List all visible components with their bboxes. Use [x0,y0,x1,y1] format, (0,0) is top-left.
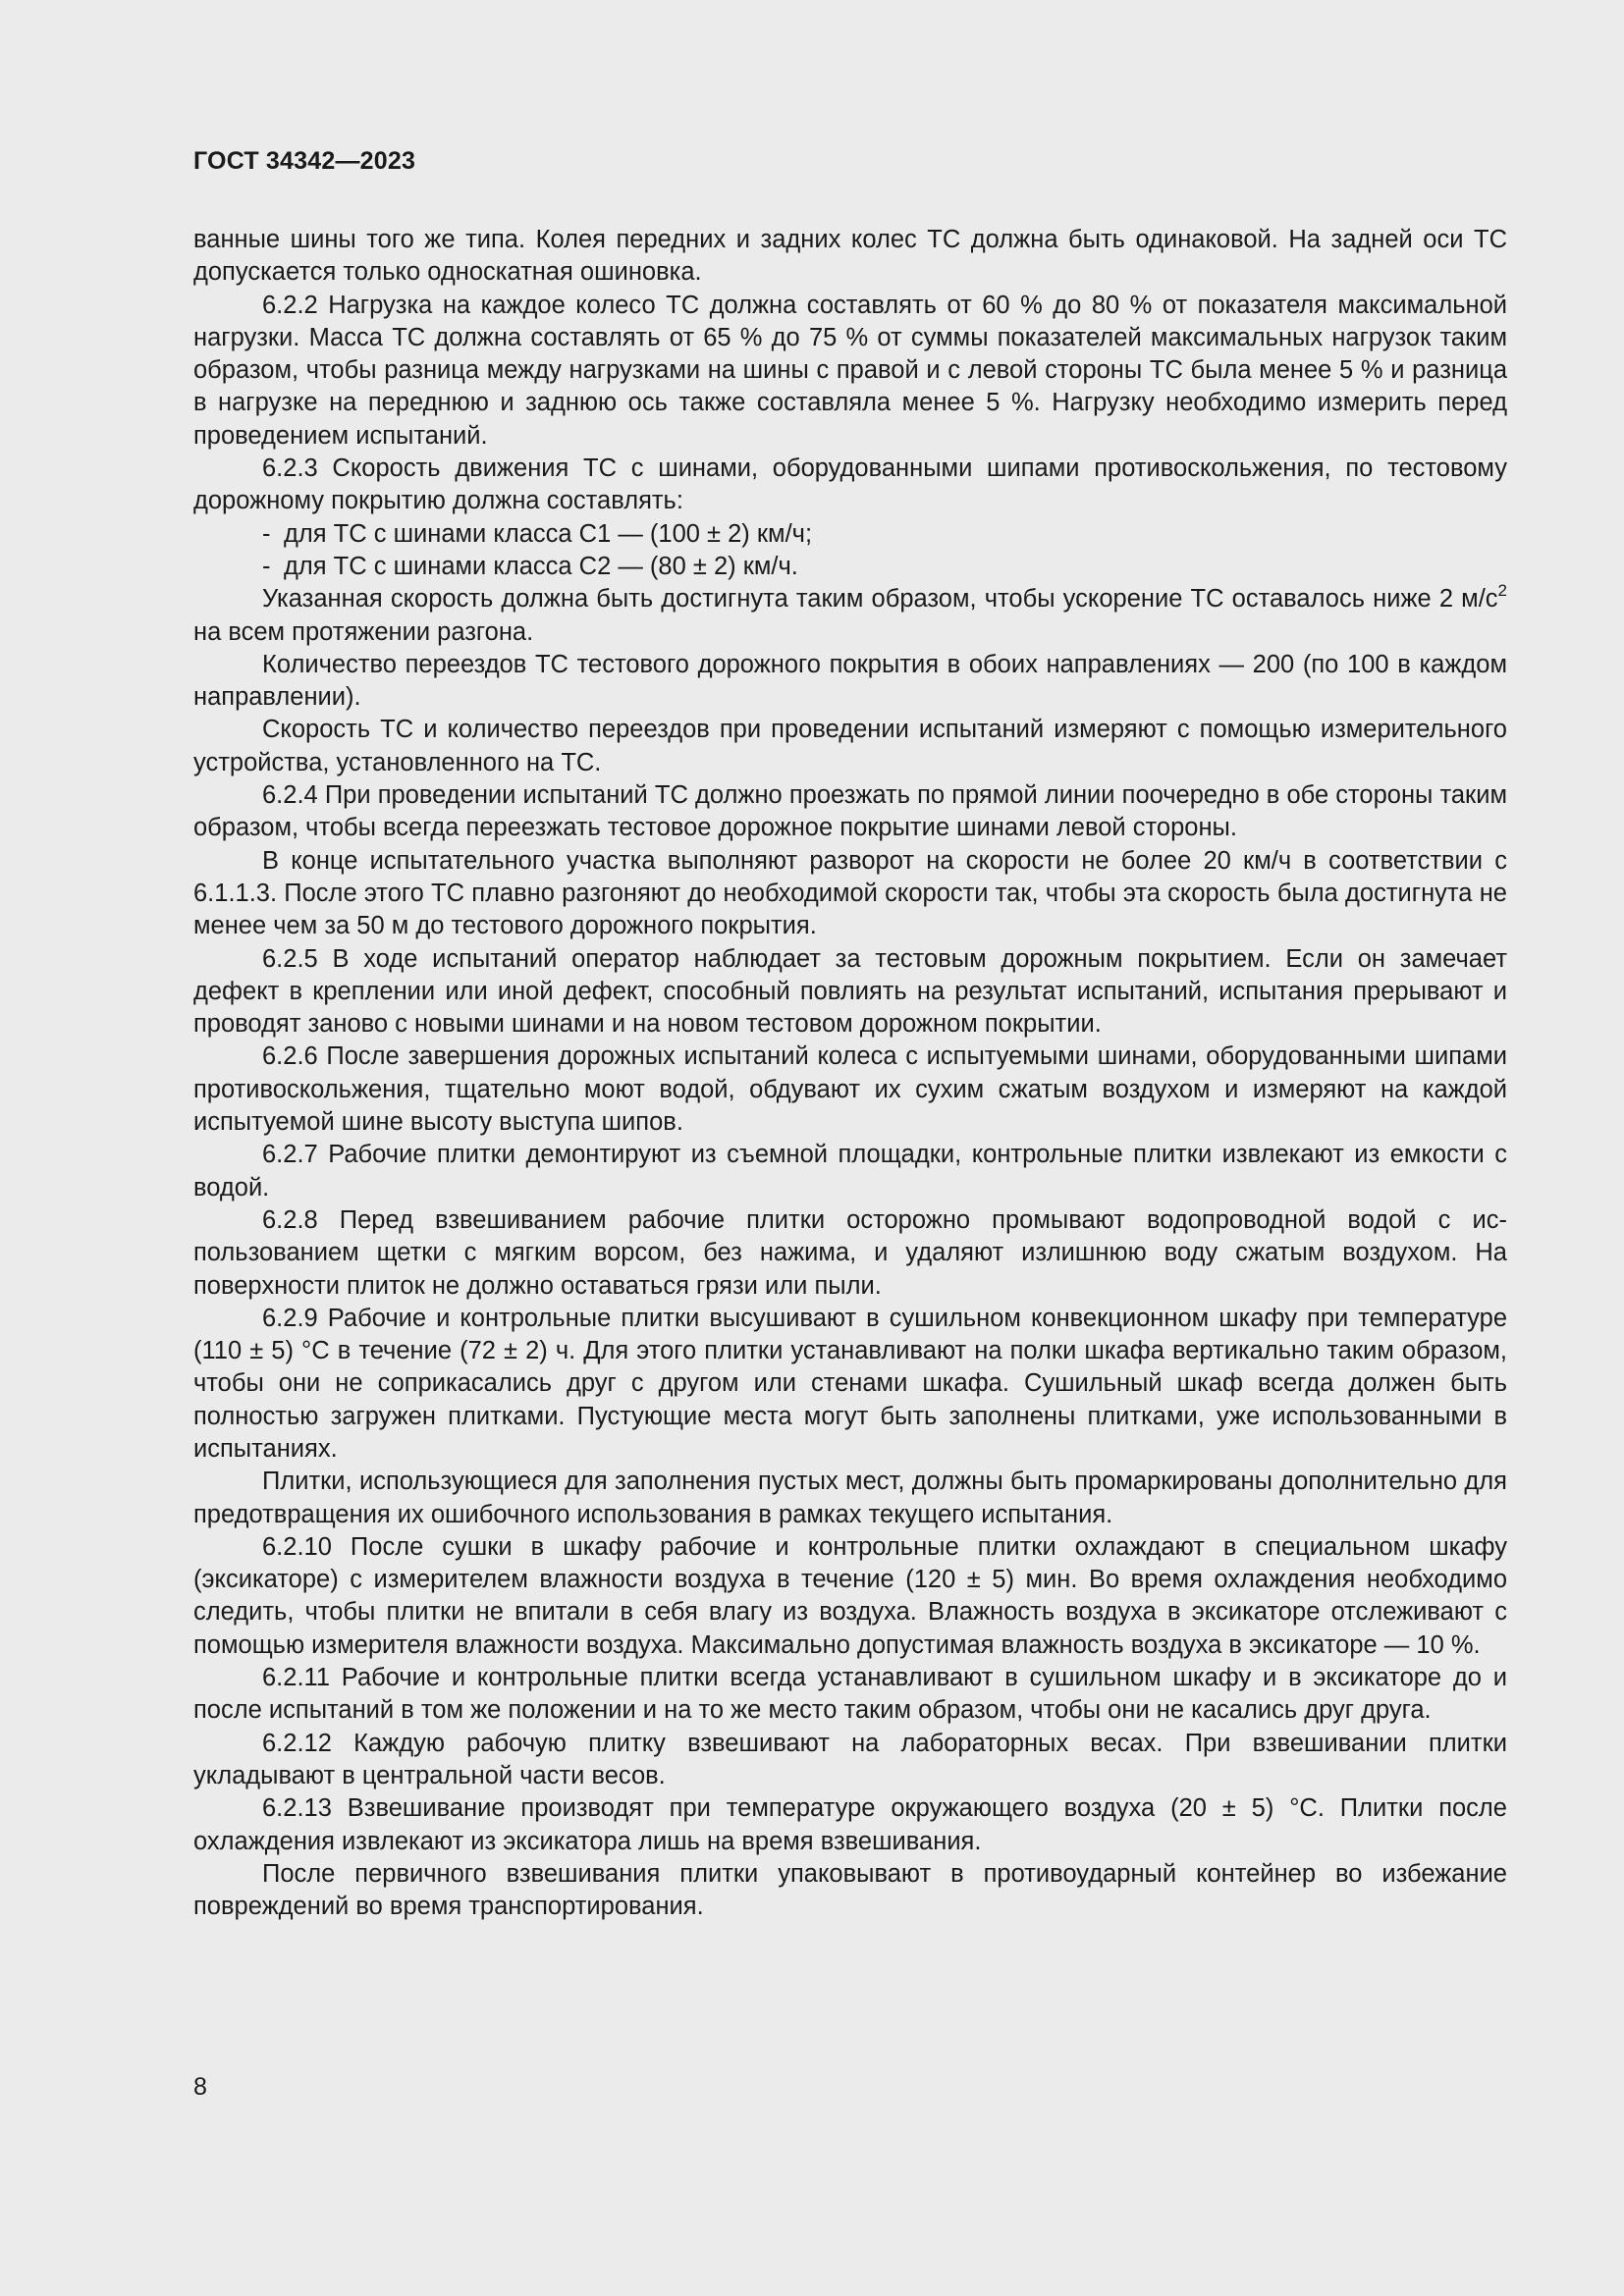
paragraph-6-2-2: 6.2.2 Нагрузка на каждое колесо ТС должна составлять от 60 % до 80 % от показателя максимальной нагрузки. Масса ТС должна составлять от 65 % до 75 % от суммы показателей максимальных нагрузок таким образом, чтобы разница между нагрузками на шины с правой и с левой стороны ТС была менее 5 % и разница в нагрузке на переднюю и заднюю ось также составляла менее 5 %. Нагрузку необходимо измерить перед проведением испытаний. [193,291,1507,450]
superscript: 2 [1497,581,1507,601]
paragraph-6-2-7: 6.2.7 Рабочие плитки демонтируют из съемной площадки, контрольные плитки извлекают из емкости с водой. [193,1141,1507,1201]
list-item-text: для ТС с шинами класса С2 — (80 ± 2) км/ч. [284,552,798,580]
document-header: ГОСТ 34342—2023 [193,147,416,175]
text-fragment: Указанная скорость должна быть достигнута таким образом, чтобы ускорение ТС оставалось ниже 2 м/с [262,585,1498,614]
list-dash: - [262,519,271,548]
paragraph-packaging: После первичного взвешивания плитки упаковывают в противоударный контейнер во избежание повреждений во время транспортирования. [193,1859,1507,1921]
text-fragment: на всем протяжении разгона. [193,617,534,646]
paragraph-6-2-13: 6.2.13 Взвешивание производят при температуре окружающего воздуха (20 ± 5) °С. Плитки после охлаждения извлекают из эксикатора лишь на время взвешивания. [193,1794,1507,1855]
paragraph-turnaround: В конце испытательного участка выполняют разворот на скорости не более 20 км/ч в соответствии с 6.1.1.3. После этого ТС плавно разгоняют до необходимой скорости так, чтобы эта скорость была достигнута не менее чем за 50 м до тестового дорожного покрытия. [193,846,1507,940]
list-item-c1 [193,518,1507,551]
paragraph-6-2-6: 6.2.6 После завершения дорожных испытаний колеса с испытуемыми шинами, оборудованными шипами противоскольжения, тщательно моют водой, обдувают их сухим сжатым воздухом и измеряют на каждой испытуемой шине высоту выступа шипов. [193,1042,1507,1137]
list-item-c2 [193,551,1507,583]
page-number: 8 [193,2073,207,2101]
paragraph-6-2-11: 6.2.11 Рабочие и контрольные плитки всегда устанавливают в сушильном шкафу и в эксикаторе до и после испытаний в том же положении и на то же место таким образом, чтобы они не касались друг друга. [193,1664,1507,1725]
paragraph-measurement: Скорость ТС и количество переездов при проведении испытаний измеряют с помощью измерительного устройства, установленного на ТС. [193,716,1507,776]
paragraph-continuation: ванные шины того же типа. Колея передних и задних колес ТС должна быть одинаковой. На задней оси ТС допускается только односкатная ошиновка. [193,226,1507,287]
paragraph-6-2-5: 6.2.5 В ходе испытаний оператор наблюдает за тестовым дорожным покрытием. Если он замечает дефект в креплении или иной дефект, способный повлиять на результат испытаний, испытания прерывают и проводят заново с новыми шинами и на новом тестовом дорожном покрытии. [193,944,1507,1039]
paragraph-filler-tiles: Плитки, использующиеся для заполнения пустых мест, должны быть промаркированы дополнительно для предотвращения их ошибочного использования в рамках текущего испытания. [193,1468,1507,1528]
paragraph-pass-count: Количество переездов ТС тестового дорожного покрытия в обоих направлениях — 200 (по 100 в каждом направлении). [193,650,1507,712]
paragraph-6-2-8: 6.2.8 Перед взвешиванием рабочие плитки осторожно промывают водопроводной водой с использованием щетки с мягким ворсом, без нажима, и удаляют излишнюю воду сжатым воздухом. На поверхности плиток не должно оставаться грязи или пыли. [193,1205,1507,1300]
paragraph-speed-acceleration [193,583,1507,649]
paragraph-6-2-12: 6.2.12 Каждую рабочую плитку взвешивают на лабораторных весах. При взвешивании плитки укладывают в центральной части весов. [193,1729,1507,1789]
list-dash: - [262,552,271,580]
paragraph-6-2-9: 6.2.9 Рабочие и контрольные плитки высушивают в сушильном конвекционном шкафу при температуре (110 ± 5) °С в течение (72 ± 2) ч. Для этого плитки устанавливают на полки шкафа вертикально таким образом, чтобы они не соприкасались друг с другом или стенами шкафа. Сушильный шкаф всегда должен быть полностью загружен плитками. Пустующие места могут быть заполнены плитками, уже использованными в испытаниях. [193,1304,1507,1463]
paragraph-6-2-10: 6.2.10 После сушки в шкафу рабочие и контрольные плитки охлаждают в специальном шкафу (эксикаторе) с измерителем влажности воздуха в течение (120 ± 5) мин. Во время охлаждения необходимо следить, чтобы плитки не впитали в себя влагу из воздуха. Влажность воздуха в эксикаторе отслеживают с помощью измерителя влажности воздуха. Максимально допустимая влажность воздуха в эксикаторе — 10 %. [193,1532,1507,1659]
paragraph-6-2-3: 6.2.3 Скорость движения ТС с шинами, оборудованными шипами противоскольжения, по тестовому дорожному покрытию должна составлять: [193,454,1507,515]
document-body [193,224,1507,1923]
list-item-text: для ТС с шинами класса С1 — (100 ± 2) км/ч; [284,519,813,548]
paragraph-6-2-4: 6.2.4 При проведении испытаний ТС должно проезжать по прямой линии поочередно в обе стороны таким образом, чтобы всегда переезжать тестовое дорожное покрытие шинами левой стороны. [193,781,1507,842]
